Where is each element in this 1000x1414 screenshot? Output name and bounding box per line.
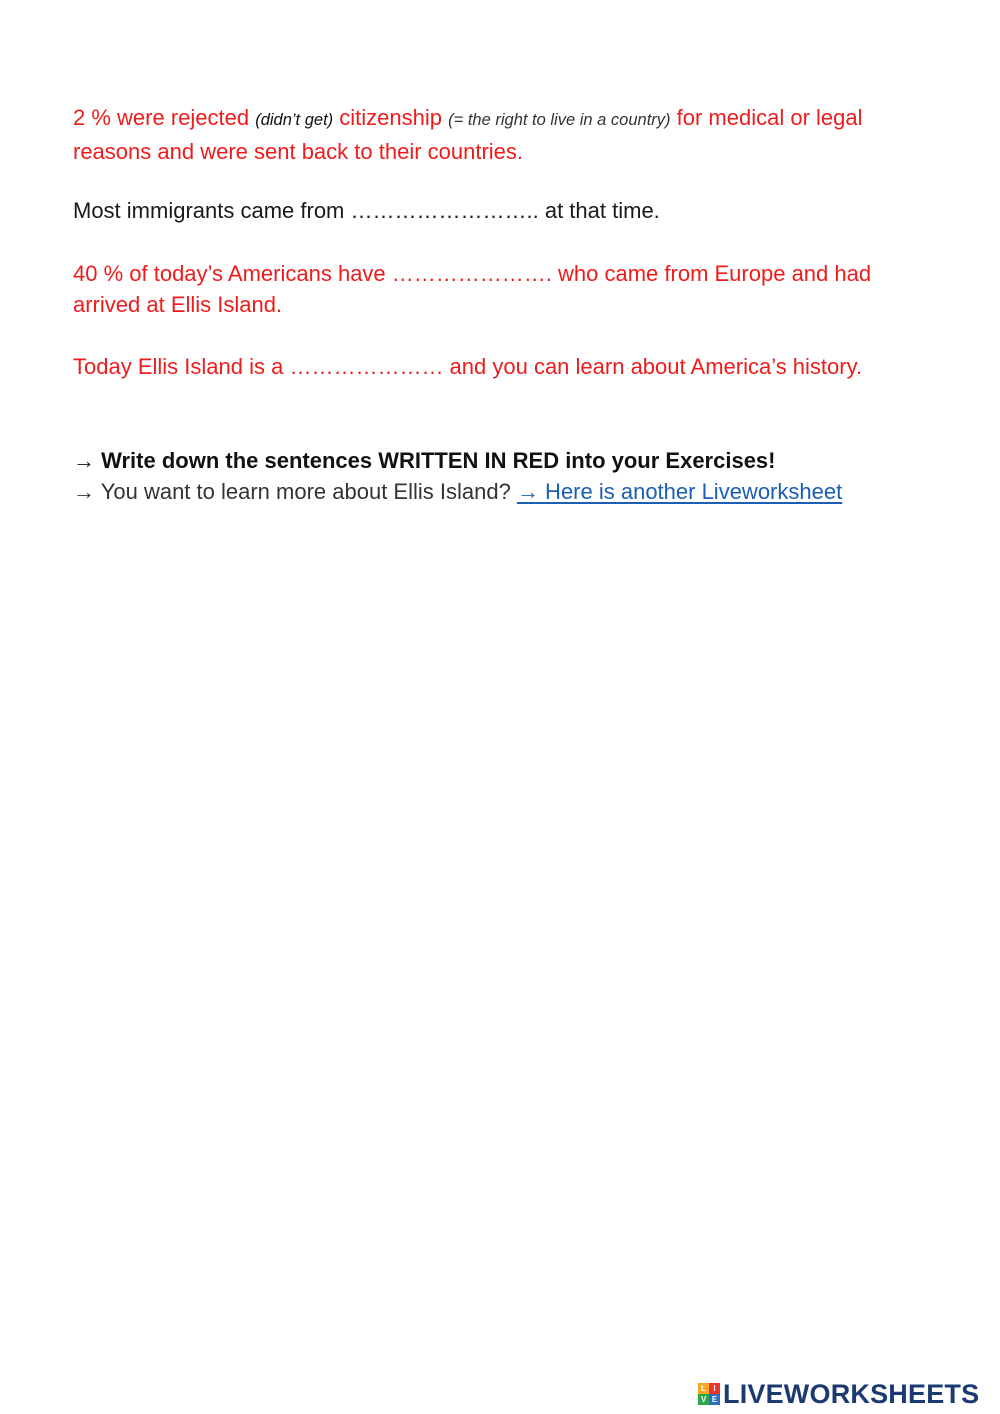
logo-mark-letter: E xyxy=(709,1394,720,1405)
gloss-citizenship-definition: (= the right to live in a country) xyxy=(448,111,671,129)
arrow-right-icon: → xyxy=(73,448,95,473)
fill-in-blank-museum[interactable]: ………………… xyxy=(289,354,444,379)
fill-in-blank-ancestors[interactable]: …………………. xyxy=(391,261,552,286)
americans-ancestors-sentence xyxy=(73,258,943,320)
sentence-part: 40 % of today’s Americans have xyxy=(73,261,392,286)
sentence-part: at that time. xyxy=(538,198,660,223)
logo-wordmark: LIVEWORKSHEETS xyxy=(723,1378,980,1409)
ellis-island-today-sentence xyxy=(73,351,943,382)
arrow-right-icon: → xyxy=(73,479,95,504)
rejected-citizenship-sentence xyxy=(73,102,943,167)
gloss-didnt-get: (didn’t get) xyxy=(255,111,334,129)
logo-mark-letter: V xyxy=(698,1394,709,1405)
logo-mark-letter: I xyxy=(709,1383,720,1394)
learn-more-line xyxy=(73,476,943,507)
sentence-part: who came from Europe and had arrived at Ellis Island. xyxy=(73,261,872,317)
liveworksheets-logo[interactable] xyxy=(698,1378,980,1409)
immigrants-origin-sentence xyxy=(73,195,943,226)
sentence-part: Most immigrants came from xyxy=(73,198,351,223)
fill-in-blank-origin[interactable]: …………………….. xyxy=(350,198,539,223)
sentence-part: Today Ellis Island is a xyxy=(73,354,290,379)
another-liveworksheet-link[interactable]: → Here is another Liveworksheet xyxy=(516,479,843,504)
learn-more-text: You want to learn more about Ellis Island? xyxy=(95,479,517,504)
liveworksheets-mark-icon xyxy=(698,1383,720,1405)
sentence-part: for medical or legal reasons and were sent back to their countries. xyxy=(73,105,863,164)
instruction-text: Write down the sentences WRITTEN IN RED into your Exercises! xyxy=(95,448,776,473)
logo-mark-letter: L xyxy=(698,1383,709,1394)
sentence-part: citizenship xyxy=(333,105,449,130)
instruction-line xyxy=(73,445,943,476)
sentence-part: and you can learn about America’s history. xyxy=(443,354,863,379)
sentence-part: 2 % were rejected xyxy=(73,105,256,130)
